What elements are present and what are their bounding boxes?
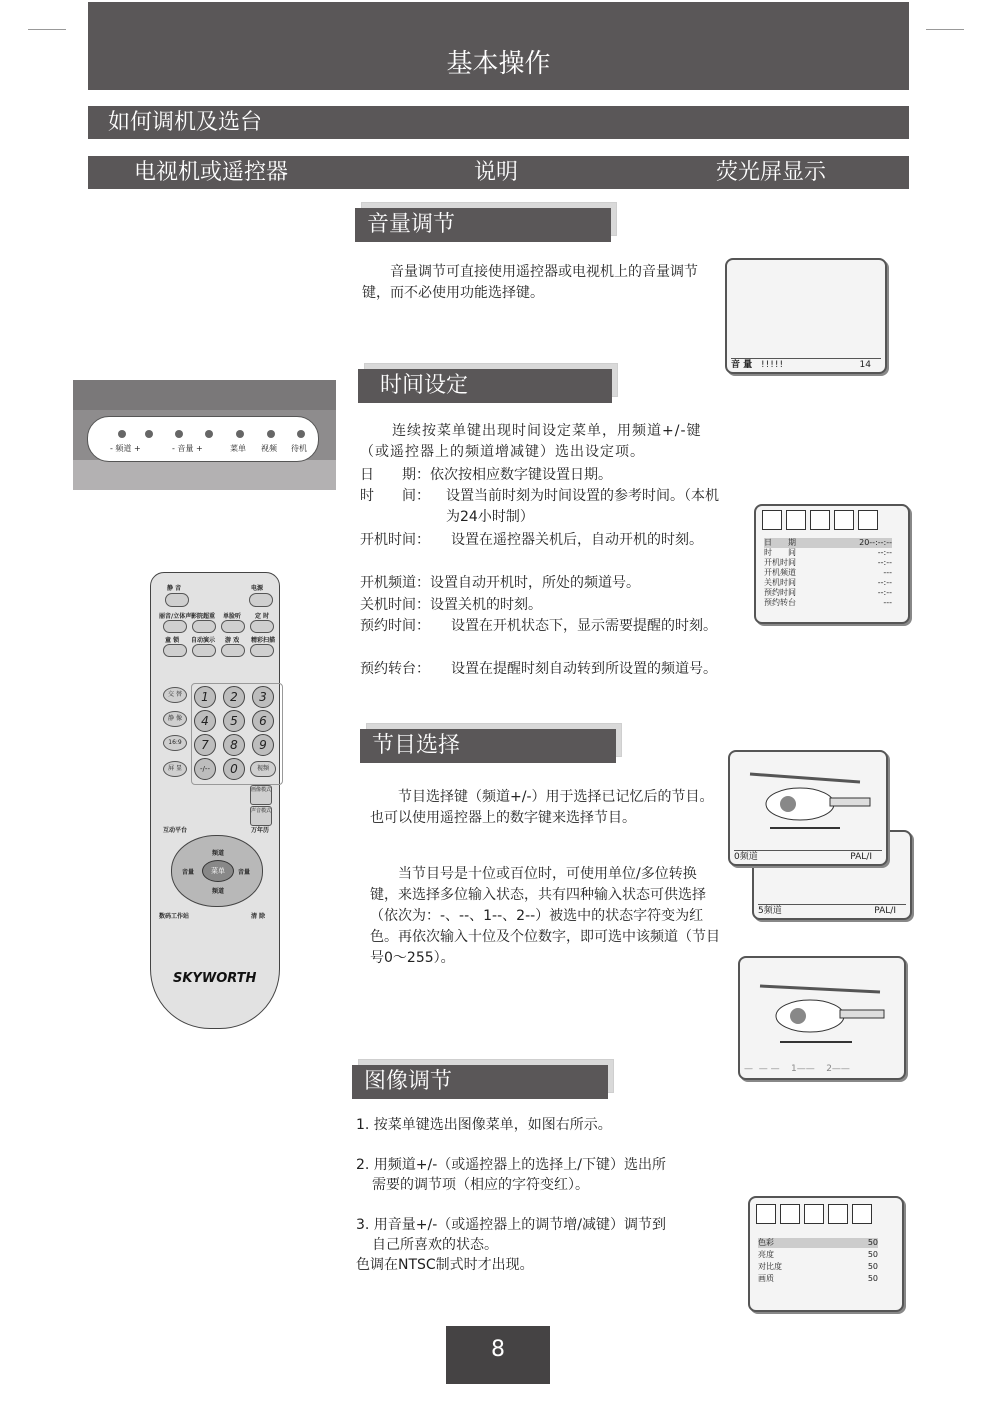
time-item-poweron-desc: 设置在遥控器关机后，自动开机的时刻。 — [451, 532, 703, 548]
program-screen-digits — [738, 956, 906, 1080]
time-item-channel: 开机频道：设置自动开机时，所处的频道号。 — [360, 575, 640, 591]
digit-1-button[interactable]: 1 — [194, 686, 216, 708]
tv-icon — [762, 510, 782, 530]
tv-icon — [756, 1204, 776, 1224]
cinema-button[interactable] — [192, 620, 216, 633]
digit-mode-button[interactable]: -/-- — [194, 758, 216, 780]
picture-menu-row: 对比度 50 — [758, 1262, 878, 1271]
time-menu-row: 时 间 --:-- — [764, 548, 892, 557]
volume-osd-bars: !!!!! — [761, 360, 785, 370]
menu-icon-row — [756, 1204, 872, 1224]
tools-icon — [828, 1204, 848, 1224]
picture-menu-screen — [748, 1196, 904, 1312]
time-section-title: 时间设定 — [358, 369, 612, 403]
stereo-button[interactable] — [163, 620, 187, 633]
program-osd-system-2: PAL/I — [874, 906, 896, 916]
time-item-switch: 预约转台： — [360, 661, 430, 677]
program-osd-channel-1: 0频道 — [734, 852, 758, 862]
panel-ch-down-button[interactable] — [118, 430, 126, 438]
panel-vol-up-button[interactable] — [205, 430, 213, 438]
remote-control — [150, 572, 280, 1029]
ch-down-button[interactable]: 频道 — [212, 888, 225, 895]
picture-step-1: 1. 按菜单键选出图像菜单，如图右所示。 — [356, 1117, 612, 1133]
volume-osd-value: 14 — [859, 360, 871, 370]
demo-button[interactable] — [192, 644, 216, 657]
panel-label-volume: - 音量 + — [172, 444, 203, 453]
panel-label-video: 视频 — [261, 444, 277, 453]
program-osd-system-1: PAL/I — [850, 852, 872, 862]
column-header-device: 电视机或遥控器 — [134, 160, 289, 185]
time-item-reminder-desc: 设置在开机状态下，显示需要提醒的时刻。 — [451, 618, 717, 634]
tv-front-panel — [73, 380, 336, 490]
digit-6-button[interactable]: 6 — [252, 710, 274, 732]
clock-icon — [780, 1204, 800, 1224]
digit-3-button[interactable]: 3 — [252, 686, 274, 708]
numeric-keypad — [191, 683, 283, 785]
power-button[interactable] — [249, 593, 273, 607]
menu-icon-row — [762, 510, 878, 530]
digit-5-button[interactable]: 5 — [223, 710, 245, 732]
trim-mark-left — [28, 29, 66, 30]
remote-label-stereo: 丽音/立体声 — [159, 613, 192, 620]
trim-mark-right — [926, 29, 964, 30]
digit-7-button[interactable]: 7 — [194, 734, 216, 756]
volume-section-title: 音量调节 — [355, 208, 611, 242]
time-menu-row: 开机时间 --:-- — [764, 558, 892, 567]
volume-screen — [725, 258, 887, 374]
picture-icon — [810, 510, 830, 530]
panel-vol-down-button[interactable] — [175, 430, 183, 438]
navigation-pad — [171, 835, 263, 907]
picture-note: 色调在NTSC制式时才出现。 — [356, 1257, 534, 1273]
remote-label-interactive: 互动平台 — [163, 827, 188, 834]
remote-label-calendar: 万年历 — [251, 827, 270, 834]
panel-video-button[interactable] — [267, 430, 275, 438]
time-menu-screen — [754, 504, 910, 624]
time-item-poweroff: 关机时间：设置关机的时刻。 — [360, 597, 542, 613]
picture-step-3b: 自己所喜欢的状态。 — [372, 1237, 498, 1253]
panel-label-channel: - 频道 + — [110, 444, 141, 453]
panel-label-standby: 待机 — [291, 444, 307, 453]
scan-button[interactable] — [250, 644, 274, 657]
brand-logo: SKYWORTH — [173, 971, 257, 986]
picture-section-title: 图像调节 — [352, 1065, 608, 1099]
level-icon — [858, 510, 878, 530]
digit-2-button[interactable]: 2 — [223, 686, 245, 708]
helicopter-image — [740, 958, 904, 1058]
remote-label-demo: 自动演示 — [191, 637, 216, 644]
game-button[interactable] — [221, 644, 245, 657]
vol-up-button[interactable]: 音量 — [238, 869, 251, 876]
menu-button[interactable]: 菜单 — [202, 860, 234, 882]
column-header-screen: 荧光屏显示 — [716, 160, 827, 185]
time-intro: 连续按菜单键出现时间设定菜单，用频道+/-键（或遥控器上的频道增减键）选出设定项。 — [360, 423, 702, 460]
remote-label-mute: 静 音 — [167, 585, 182, 592]
program-text-1: 节目选择键（频道+/-）用于选择已记忆后的节目。也可以使用遥控器上的数字键来选择节目。 — [370, 789, 714, 826]
picture-step-3a: 3. 用音量+/-（或遥控器上的调节增/减键）调节到 — [356, 1217, 667, 1233]
timer-button[interactable] — [250, 620, 274, 633]
time-menu-row: 预约转台 --- — [764, 598, 892, 607]
panel-menu-button[interactable] — [236, 430, 244, 438]
single-listen-button[interactable] — [221, 620, 245, 633]
program-text-2: 当节目号是十位或百位时，可使用单位/多位转换键，来选择多位输入状态，共有四种输入状态可供选择（依次为：-、--、1--、2--）被选中的状态字符变为红色。再依次输入十位及个位数字，即可选中该频道（节目号0～255）。 — [370, 866, 720, 966]
time-menu-row: 日 期 20--:--:-- — [764, 538, 892, 547]
program-screen-front — [728, 750, 888, 866]
digit-0-button[interactable]: 0 — [223, 758, 245, 780]
volume-osd-label: 音 量 — [731, 360, 753, 370]
time-item-time: 时 间： — [360, 488, 430, 504]
screen-display-button[interactable]: 屏 显 — [163, 761, 187, 777]
ch-up-button[interactable]: 频道 — [212, 850, 225, 857]
time-item-reminder: 预约时间： — [360, 618, 430, 634]
panel-ch-up-button[interactable] — [145, 430, 153, 438]
remote-label-timer: 定 时 — [255, 613, 270, 620]
section-heading: 如何调机及选台 — [88, 106, 909, 139]
picture-step-2b: 需要的调节项（相应的字符变红）。 — [372, 1177, 589, 1193]
vol-down-button[interactable]: 音量 — [182, 869, 195, 876]
ratio-button[interactable]: 16:9 — [163, 735, 187, 751]
digit-8-button[interactable]: 8 — [223, 734, 245, 756]
time-menu-row: 关机时间 --:-- — [764, 578, 892, 587]
panel-label-menu: 菜单 — [230, 444, 246, 453]
remote-label-cinema: 影院超重 — [191, 613, 216, 620]
picture-menu-row: 亮度 50 — [758, 1250, 878, 1259]
child-lock-button[interactable] — [163, 644, 187, 657]
panel-button-strip — [87, 416, 319, 462]
remote-label-digital: 数码工作站 — [159, 913, 190, 920]
level-icon — [852, 1204, 872, 1224]
picture-menu-row: 画质 50 — [758, 1274, 878, 1283]
swap-button[interactable]: 交 替 — [163, 687, 187, 703]
time-item-time-desc: 设置当前时刻为时间设置的参考时间。（本机为24小时制） — [446, 488, 719, 525]
digit-state-indicator: — — — 1—— 2—— — [744, 1064, 850, 1074]
helicopter-image — [730, 752, 886, 848]
time-menu-row: 预约时间 --:-- — [764, 588, 892, 597]
time-menu-row: 开机频道 --- — [764, 568, 892, 577]
picture-icon — [804, 1204, 824, 1224]
remote-label-clear: 清 除 — [251, 913, 266, 920]
still-button[interactable]: 静 像 — [163, 711, 187, 727]
remote-label-game: 游 戏 — [225, 637, 240, 644]
remote-label-scan: 精彩扫描 — [251, 637, 276, 644]
volume-text: 音量调节可直接使用遥控器或电视机上的音量调节键，而不必使用功能选择键。 — [362, 264, 698, 301]
remote-label-single: 单脸听 — [223, 613, 242, 620]
time-item-date: 日 期：依次按相应数字键设置日期。 — [360, 467, 612, 483]
remote-label-lock: 童 锁 — [165, 637, 180, 644]
time-item-poweron: 开机时间： — [360, 532, 430, 548]
tools-icon — [834, 510, 854, 530]
picture-mode-button[interactable]: 画像模式 — [250, 785, 272, 805]
page-title: 基本操作 — [88, 2, 909, 90]
column-header-bar — [88, 156, 909, 189]
digit-4-button[interactable]: 4 — [194, 710, 216, 732]
time-item-switch-desc: 设置在提醒时刻自动转到所设置的频道号。 — [451, 661, 717, 677]
picture-menu-row: 色彩 50 — [758, 1238, 878, 1247]
picture-step-2a: 2. 用频道+/-（或遥控器上的选择上/下键）选出所 — [356, 1157, 667, 1173]
column-header-description: 说明 — [474, 160, 519, 185]
video-button[interactable]: 视频 — [250, 761, 276, 777]
digit-9-button[interactable]: 9 — [252, 734, 274, 756]
page-number: 8 — [446, 1326, 550, 1384]
sound-mode-button[interactable]: 声音模式 — [250, 806, 272, 826]
panel-standby-button[interactable] — [297, 430, 305, 438]
mute-button[interactable] — [165, 593, 189, 607]
program-section-title: 节目选择 — [360, 729, 616, 763]
program-osd-channel-2: 5频道 — [758, 906, 782, 916]
remote-label-power: 电源 — [251, 585, 264, 592]
clock-icon — [786, 510, 806, 530]
